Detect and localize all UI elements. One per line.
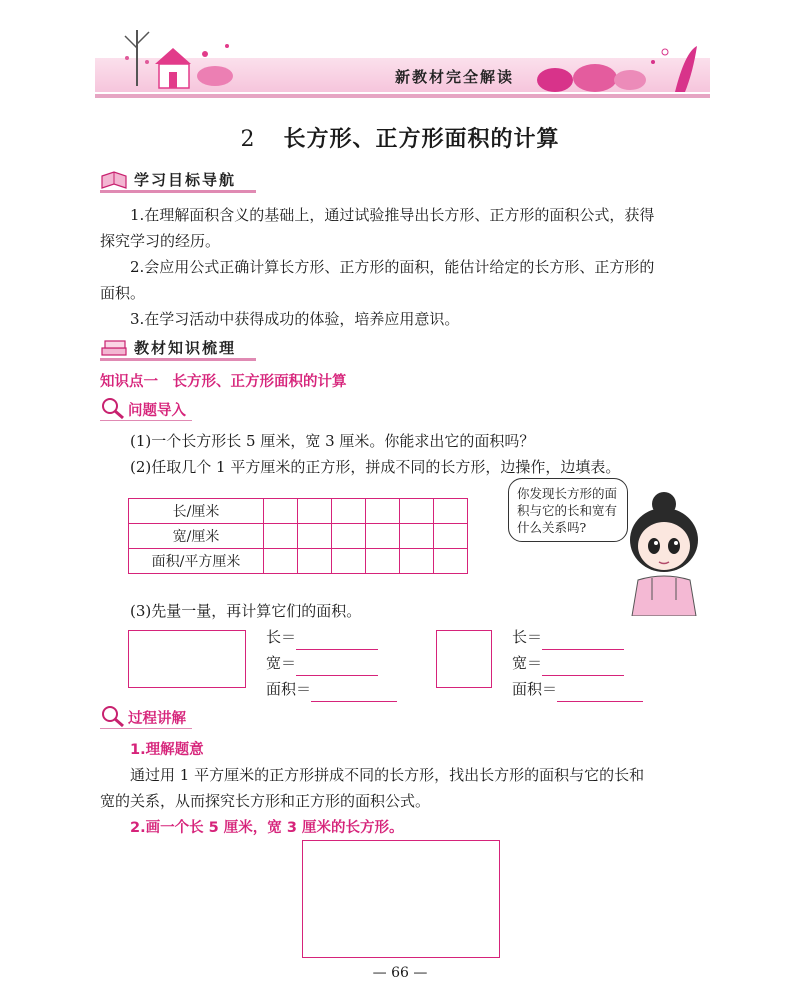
area-label: 面积＝ (512, 680, 558, 698)
page-title (0, 122, 800, 153)
knowledge-point-title: 知识点一 长方形、正方形面积的计算 (100, 374, 347, 390)
width-blank[interactable] (542, 659, 624, 676)
intro-label: 问题导入 (128, 403, 186, 419)
page-header (95, 18, 710, 88)
house-tree-illustration (115, 18, 255, 98)
row-header-width: 宽/厘米 (129, 524, 264, 549)
table-cell[interactable] (298, 549, 332, 574)
width-label: 宽＝ (266, 654, 297, 672)
section-badge-goals: 学习目标导航 (134, 171, 237, 189)
table-cell[interactable] (400, 524, 434, 549)
table-row (129, 549, 468, 574)
step1-title: 1.理解题意 (130, 742, 204, 758)
measure-fields-2 (512, 624, 643, 702)
table-cell[interactable] (298, 499, 332, 524)
length-label: 长＝ (512, 628, 543, 646)
question-2: (2)任取几个 1 平方厘米的正方形，拼成不同的长方形，边操作，边填表。 (130, 458, 621, 476)
process-label: 过程讲解 (128, 711, 186, 727)
measure-fields-1 (266, 624, 397, 702)
table-cell[interactable] (332, 499, 366, 524)
row-header-area: 面积/平方厘米 (129, 549, 264, 574)
section-badge-knowledge: 教材知识梳理 (134, 339, 237, 357)
table-cell[interactable] (434, 549, 468, 574)
table-cell[interactable] (366, 524, 400, 549)
book-icon (100, 168, 128, 190)
measure-square (436, 630, 492, 688)
step2-title: 2.画一个长 5 厘米，宽 3 厘米的长方形。 (130, 820, 404, 836)
width-blank[interactable] (296, 659, 378, 676)
goal-line-3: 3.在学习活动中获得成功的体验，培养应用意识。 (130, 310, 460, 328)
table-cell[interactable] (366, 549, 400, 574)
length-blank[interactable] (542, 633, 624, 650)
table-cell[interactable] (332, 549, 366, 574)
length-label: 长＝ (266, 628, 297, 646)
goal-line-2: 2.会应用公式正确计算长方形、正方形的面积，能估计给定的长方形、正方形的 (130, 258, 655, 276)
table-row (129, 499, 468, 524)
table-cell[interactable] (400, 499, 434, 524)
area-blank[interactable] (311, 685, 397, 702)
table-cell[interactable] (298, 524, 332, 549)
goal-line-2b: 面积。 (100, 284, 146, 302)
fill-in-table (128, 498, 468, 574)
table-cell[interactable] (264, 499, 298, 524)
goal-line-1: 1.在理解面积含义的基础上，通过试验推导出长方形、正方形的面积公式，获得 (130, 206, 655, 224)
badge-underline (100, 190, 256, 193)
speech-bubble: 你发现长方形的面积与它的长和宽有什么关系吗? (508, 478, 628, 542)
title-number: 2 (240, 127, 256, 152)
step1-line-2: 宽的关系，从而探究长方形和正方形的面积公式。 (100, 792, 431, 810)
width-label: 宽＝ (512, 654, 543, 672)
question-3: (3)先量一量，再计算它们的面积。 (130, 602, 362, 620)
decorative-flowers (525, 32, 710, 98)
label-underline (100, 728, 192, 729)
step1-line-1: 通过用 1 平方厘米的正方形拼成不同的长方形，找出长方形的面积与它的长和 (130, 766, 645, 784)
area-label: 面积＝ (266, 680, 312, 698)
length-blank[interactable] (296, 633, 378, 650)
page-number: — 66 — (372, 965, 428, 981)
table-cell[interactable] (264, 524, 298, 549)
title-text: 长方形、正方形面积的计算 (283, 126, 560, 152)
table-cell[interactable] (434, 499, 468, 524)
table-cell[interactable] (400, 549, 434, 574)
goal-line-1b: 探究学习的经历。 (100, 232, 221, 250)
table-cell[interactable] (366, 499, 400, 524)
books-icon (100, 336, 128, 358)
label-underline (100, 420, 192, 421)
measure-rectangle (128, 630, 246, 688)
table-cell[interactable] (264, 549, 298, 574)
row-header-length: 长/厘米 (129, 499, 264, 524)
magnifier-icon (100, 396, 126, 420)
table-cell[interactable] (434, 524, 468, 549)
magnifier-icon (100, 704, 126, 728)
table-cell[interactable] (332, 524, 366, 549)
badge-underline (100, 358, 256, 361)
cartoon-girl-illustration (612, 490, 712, 616)
question-1: (1)一个长方形长 5 厘米，宽 3 厘米。你能求出它的面积吗？ (130, 432, 535, 450)
drawn-rectangle (302, 840, 500, 958)
area-blank[interactable] (557, 685, 643, 702)
header-title: 新教材完全解读 (395, 68, 515, 86)
table-row (129, 524, 468, 549)
